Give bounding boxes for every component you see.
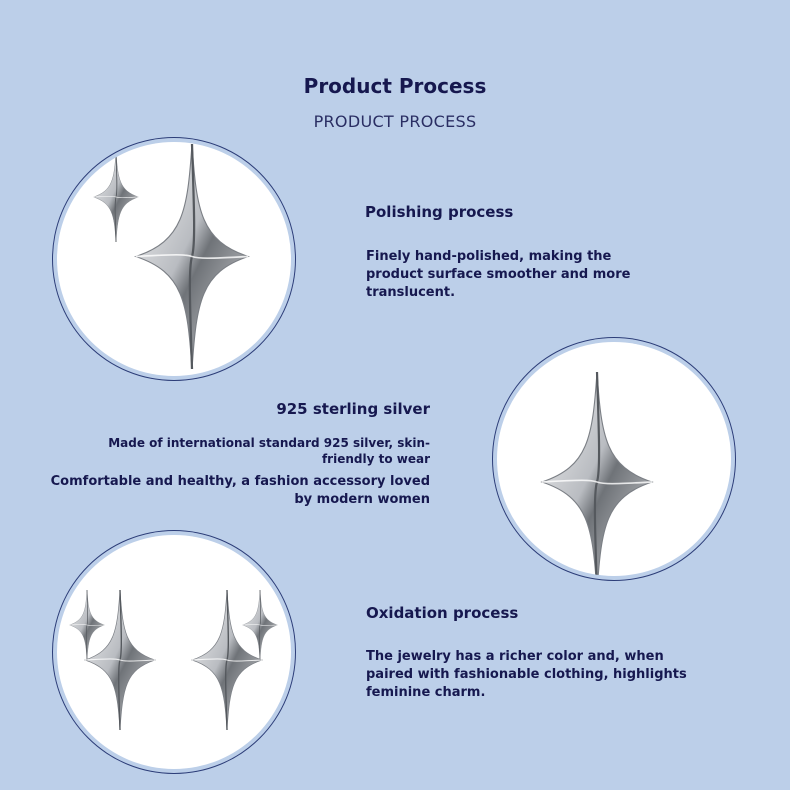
star-earrings-closeup-icon bbox=[57, 142, 291, 376]
oxidation-image bbox=[57, 535, 291, 769]
star-earring-macro-icon bbox=[497, 342, 731, 576]
star-earrings-pair-icon bbox=[57, 535, 291, 769]
polishing-heading: Polishing process bbox=[365, 203, 514, 221]
page-title: Product Process bbox=[303, 74, 487, 98]
silver-heading: 925 sterling silver bbox=[276, 400, 430, 418]
oxidation-heading: Oxidation process bbox=[366, 604, 519, 622]
silver-text: Comfortable and healthy, a fashion accessory loved by modern women bbox=[50, 474, 430, 507]
polishing-image bbox=[57, 142, 291, 376]
page-subtitle: PRODUCT PROCESS bbox=[313, 112, 477, 131]
polishing-text: Finely hand-polished, making the product surface smoother and more translucent. bbox=[366, 249, 631, 300]
silver-image bbox=[497, 342, 731, 576]
oxidation-text: The jewelry has a richer color and, when paired with fashionable clothing, highlights feminine charm. bbox=[366, 649, 687, 700]
silver-text-small: Made of international standard 925 silver, skin-friendly to wear bbox=[108, 436, 430, 466]
